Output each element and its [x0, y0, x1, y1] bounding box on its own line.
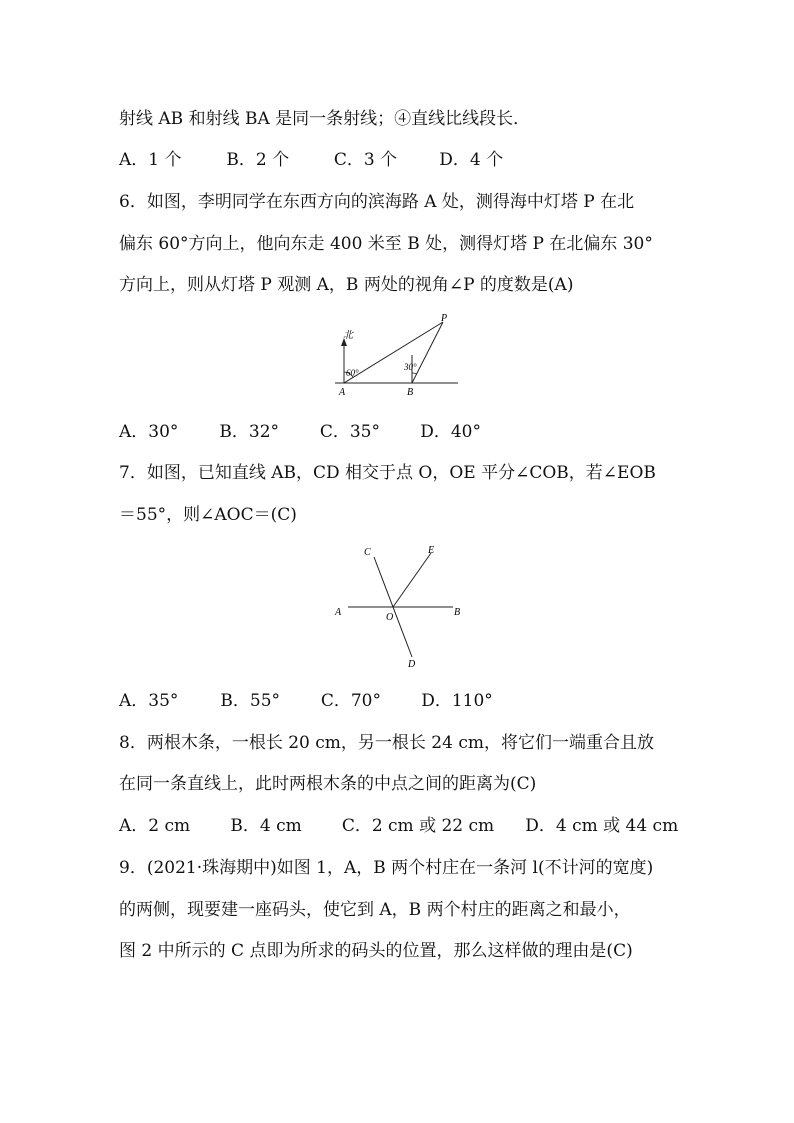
point-c-label: C [364, 547, 371, 558]
point-a-label: A [335, 607, 342, 618]
north-label: 北 [343, 330, 353, 341]
q7-text-line-2: ＝55°，则∠AOC＝(C) [119, 505, 297, 525]
ray-ap [344, 322, 443, 383]
q9-text-line-2: 的两侧，现要建一座码头，使它到 A，B 两个村庄的距离之和最小， [119, 900, 631, 920]
q6-option-c: C．35° [319, 422, 380, 442]
q6-text-line-2: 偏东 60°方向上，他向东走 400 米至 B 处，测得灯塔 P 在北偏东 30° [119, 234, 653, 254]
q8-option-a: A．2 cm [119, 816, 191, 836]
q6-figure [330, 310, 465, 400]
point-e-label: E [428, 545, 435, 556]
q8-text-line-2: 在同一条直线上，此时两根木条的中点之间的距离为(C) [119, 774, 537, 794]
angle-b-label: 30° [404, 362, 417, 372]
point-a-label: A [339, 387, 346, 398]
angle-a-label: 60° [346, 368, 359, 378]
q7-option-c: C．70° [320, 691, 381, 711]
q7-options [119, 690, 493, 712]
q6-option-d: D．40° [420, 422, 481, 442]
q5-option-c: C．3 个 [333, 150, 398, 170]
q8-option-c: C．2 cm 或 22 cm [341, 816, 495, 836]
q7-option-a: A．35° [119, 691, 179, 711]
q5-option-d: D．4 个 [439, 150, 504, 170]
q9-text-line-3: 图 2 中所示的 C 点即为所求的码头的位置，那么这样做的理由是(C) [119, 941, 633, 961]
point-p-label: P [441, 313, 448, 324]
q7-figure [330, 540, 465, 672]
q6-option-b: B．32° [219, 422, 280, 442]
q8-option-d: D．4 cm 或 44 cm [525, 816, 679, 836]
point-o-label: O [386, 612, 394, 623]
q5-options [119, 149, 503, 171]
q6-text-line-3: 方向上，则从灯塔 P 观测 A，B 两处的视角∠P 的度数是(A) [119, 275, 574, 295]
q5-option-b: B．2 个 [226, 150, 290, 170]
q8-options [119, 815, 678, 837]
q5-option-a: A．1 个 [119, 150, 182, 170]
q8-option-b: B．4 cm [230, 816, 302, 836]
q6-text-line-1: 6．如图，李明同学在东西方向的滨海路 A 处，测得海中灯塔 P 在北 [119, 192, 635, 212]
ray-oe [393, 553, 431, 607]
point-b-label: B [454, 607, 461, 618]
q7-text-line-1: 7．如图，已知直线 AB，CD 相交于点 O，OE 平分∠COB，若∠EOB [119, 463, 656, 483]
q6-option-a: A．30° [119, 422, 179, 442]
q7-option-b: B．55° [220, 691, 281, 711]
point-b-label: B [407, 387, 414, 398]
q8-text-line-1: 8．两根木条，一根长 20 cm，另一根长 24 cm，将它们一端重合且放 [119, 733, 654, 753]
point-d-label: D [408, 659, 416, 670]
q6-options [119, 421, 481, 443]
q5-text-line: 射线 AB 和射线 BA 是同一条射线；④直线比线段长． [119, 109, 531, 129]
angle-arc-b [412, 373, 417, 374]
q7-option-d: D．110° [421, 691, 493, 711]
q9-text-line-1: 9．(2021·珠海期中)如图 1，A，B 两个村庄在一条河 l(不计河的宽度) [119, 858, 654, 878]
